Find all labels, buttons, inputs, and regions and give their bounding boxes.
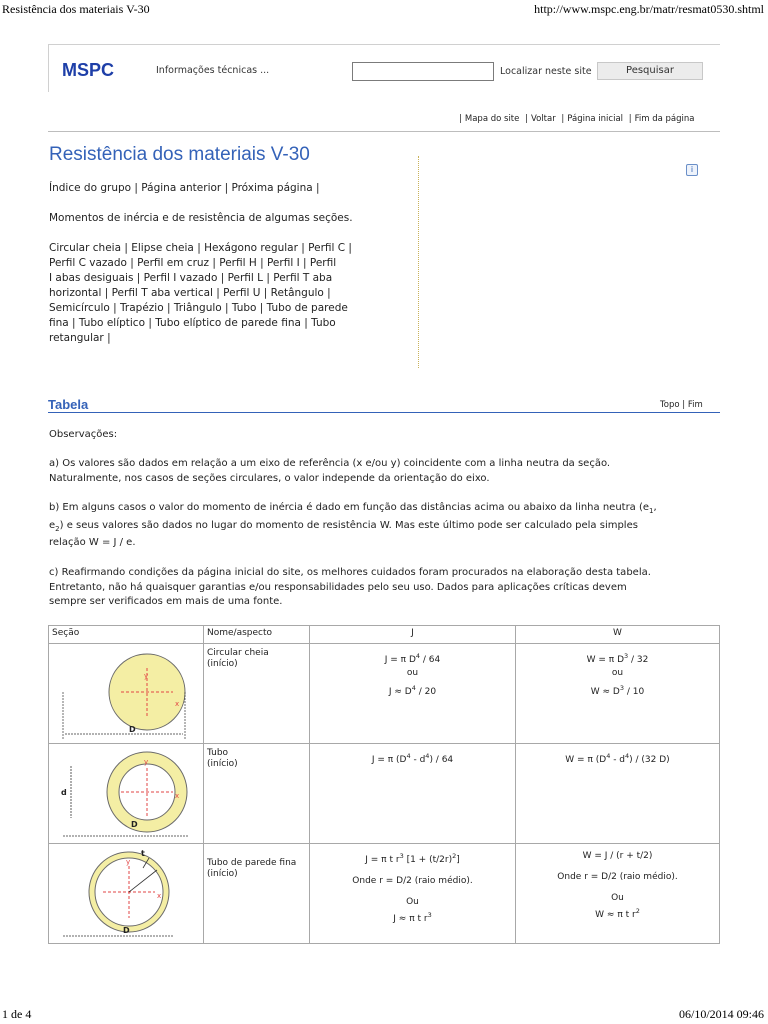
superscript: 4 [406,752,411,760]
formula-text: / 10 [624,687,645,697]
superscript: 4 [625,752,630,760]
ad-info-icon[interactable]: i [686,164,698,176]
header-j: J [310,626,516,644]
superscript: 4 [425,752,430,760]
formula-text: W ≈ π t r [595,910,636,920]
formula-text: W = π (D [565,755,607,765]
observation-a [49,457,719,486]
nav-home-link[interactable]: Página inicial [567,114,624,124]
formula-text: [1 + (t/2r) [403,855,453,865]
outer-diameter-label: D [131,820,138,829]
print-page-number: 1 de 4 [2,1007,32,1021]
formula-text: / 32 [628,655,649,665]
observation-b-text: ) e seus valores são dados no lugar do momento de resistência W. Mas este último pode ser calculado pela simples [59,519,638,531]
name-cell [204,744,310,844]
formula-text: ou [611,668,624,678]
print-datetime: 06/10/2014 09:46 [678,1007,764,1021]
y-axis-label: y [144,758,149,766]
superscript: 4 [606,752,611,760]
sections-list [49,241,389,346]
formula-text: ou [406,668,419,678]
thickness-label: t [141,849,145,858]
next-page-link[interactable]: Próxima página [231,182,313,194]
observation-b-text: , [653,502,657,513]
observation-c-line: c) Reafirmando condições da página inicial do site, os melhores cuidados foram procurados na elaboração desta tabela. [49,567,651,578]
observation-c-line: Entretanto, não há quaisquer garantias e/ou responsabilidades pelo seu uso. Dados para aplicações críticas devem [49,581,627,593]
j-formula-cell [310,844,516,944]
search-button[interactable]: Pesquisar [597,62,703,80]
tube-figure [49,744,203,840]
header-border [48,44,720,45]
formula-text: W = J / (r + t/2) [582,851,653,861]
superscript: 3 [619,684,624,692]
observation-c-line: sempre ser verificados em mais de uma fonte. [49,596,283,607]
header-section: Seção [49,626,204,644]
observation-b-line: relação W = J / e. [49,537,136,548]
section-top-link[interactable]: Topo [660,400,680,410]
formula-text: J ≈ π t r [393,914,428,924]
observations-title: Observações: [49,429,118,440]
j-formula-cell [310,744,516,844]
sections-line[interactable]: I abas desiguais | Perfil I vazado | Perfil L | Perfil T aba [49,272,333,284]
section-name-link[interactable]: Circular cheia [207,648,269,658]
sections-line[interactable]: Semicírculo | Trapézio | Triângulo | Tubo | Tubo de parede [49,302,348,314]
table-header-row [49,626,720,644]
formula-text: W = π D [586,655,624,665]
superscript: 4 [411,684,416,692]
formula-text: ] [456,855,460,865]
superscript: 3 [399,852,404,860]
w-formula-cell [516,744,720,844]
section-name-link[interactable]: Tubo de parede fina [207,858,297,868]
formula-text: J = π t r [365,855,400,865]
print-url: http://www.mspc.eng.br/matr/resmat0530.shtml [534,2,764,16]
observation-a-line: a) Os valores são dados em relação a um eixo de referência (x e/ou y) coincidente com a linha neutra da seção. [49,458,611,469]
superscript: 3 [624,652,629,660]
section-title: Tabela [48,397,89,412]
observation-b [49,501,719,551]
sections-line[interactable]: fina | Tubo elíptico | Tubo elíptico de parede fina | Tubo [49,317,336,329]
formula-text: J = π (D [371,755,407,765]
observation-c [49,566,719,610]
page-title: Resistência dos materiais V-30 [49,144,310,165]
inertia-table [48,625,720,944]
section-inicio-link[interactable]: (início) [207,869,238,879]
formula-text: J = π D [384,655,416,665]
figure-cell [49,844,204,944]
table-row [49,744,720,844]
formula-text: Ou [611,893,624,903]
section-underline [48,412,720,413]
print-page-title: Resistência dos materiais V-30 [2,2,150,16]
section-end-link[interactable]: Fim [687,400,703,410]
table-row [49,844,720,944]
name-cell [204,844,310,944]
x-axis-label: x [157,892,162,900]
group-nav: Índice do grupo | Página anterior | Próxima página | [49,182,320,194]
thin-tube-figure [49,844,203,940]
previous-page-link[interactable]: Página anterior [141,182,222,194]
inner-diameter-label: d [61,788,67,797]
formula-text: Onde r = D/2 (raio médio). [557,872,678,882]
w-formula-cell [516,844,720,944]
formula-text: ) / (32 D) [629,755,670,765]
formula-text: - d [410,755,426,765]
formula-text: / 20 [415,687,437,697]
y-axis-label: y [144,672,149,680]
solid-circle-figure [49,644,203,740]
observation-b-text: e [49,519,56,531]
superscript: 2 [452,852,457,860]
formula-text: / 64 [420,655,441,665]
header-w: W [516,626,720,644]
x-axis-label: x [175,700,180,708]
subscript: 2 [55,524,60,533]
top-nav: | Mapa do site | Voltar | Página inicial | Fim da página [459,114,695,124]
nav-page-end-link[interactable]: Fim da página [634,114,695,124]
formula-text: - d [610,755,626,765]
search-label: Localizar neste site [500,66,592,77]
formula-text: Ou [406,897,419,907]
search-input[interactable] [352,62,494,81]
figure-cell [49,644,204,744]
section-name-link[interactable]: Tubo [207,748,229,758]
name-cell [204,644,310,744]
observation-b-text: b) Em alguns casos o valor do momento de inércia é dado em função das distâncias acima ou abaixo da linha neutra (e [49,502,650,513]
table-row [49,644,720,744]
formula-text: J ≈ D [388,687,412,697]
nav-back-link[interactable]: Voltar [530,114,556,124]
superscript: 3 [427,911,432,919]
superscript: 4 [415,652,421,660]
y-axis-label: y [126,858,131,866]
observation-a-line: Naturalmente, nos casos de seções circulares, o valor independe da orientação do eixo. [49,472,490,484]
w-formula-cell [516,644,720,744]
header-border-left [48,44,49,92]
x-axis-label: x [175,792,180,800]
formula-text: W ≈ D [590,687,620,697]
sections-line[interactable]: Perfil C vazado | Perfil em cruz | Perfil H | Perfil I | Perfil [49,257,337,269]
nav-site-map-link[interactable]: Mapa do site [464,114,520,124]
intro-text: Momentos de inércia e de resistência de algumas seções. [49,212,353,224]
section-inicio-link[interactable]: (início) [207,659,238,669]
group-index-link[interactable]: Índice do grupo [49,182,132,194]
diameter-label: D [129,725,136,734]
section-inicio-link[interactable]: (início) [207,759,238,769]
header-divider [48,131,720,132]
sections-line[interactable]: retangular | [49,332,111,344]
sections-line[interactable]: Circular cheia | Elipse cheia | Hexágono regular | Perfil C | [49,242,352,254]
header-name: Nome/aspecto [204,626,310,644]
superscript: 2 [635,907,640,915]
formula-text: Onde r = D/2 (raio médio). [352,876,473,886]
formula-text: ) / 64 [429,755,454,765]
sections-line[interactable]: horizontal | Perfil T aba vertical | Perfil U | Retângulo | [49,287,331,299]
subscript: 1 [649,507,654,515]
figure-cell [49,744,204,844]
j-formula-cell [310,644,516,744]
column-divider [418,156,419,368]
site-tagline: Informações técnicas ... [156,65,270,76]
diameter-label: D [123,926,130,935]
site-logo[interactable]: MSPC [62,60,115,80]
section-nav: Topo | Fim [660,400,703,410]
